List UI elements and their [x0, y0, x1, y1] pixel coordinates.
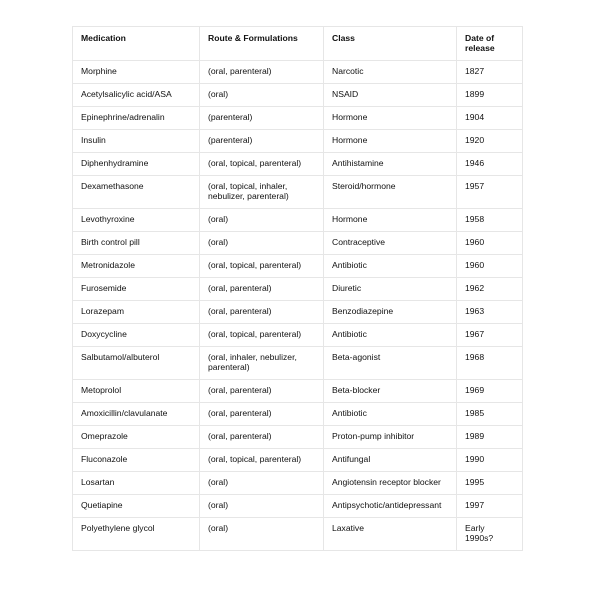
header-date-of-release: Date of release: [457, 27, 523, 61]
cell-route: (oral): [200, 472, 324, 495]
cell-date: Early 1990s?: [457, 518, 523, 551]
table-row: [73, 324, 523, 347]
cell-medication: Insulin: [73, 130, 200, 153]
cell-class: Proton-pump inhibitor: [324, 426, 457, 449]
cell-date: 1985: [457, 403, 523, 426]
cell-medication: Furosemide: [73, 278, 200, 301]
cell-date: 1946: [457, 153, 523, 176]
cell-class: Contraceptive: [324, 232, 457, 255]
cell-route: (oral): [200, 232, 324, 255]
cell-class: Hormone: [324, 107, 457, 130]
cell-date: 1920: [457, 130, 523, 153]
table-row: [73, 153, 523, 176]
cell-date: 1962: [457, 278, 523, 301]
cell-medication: Metronidazole: [73, 255, 200, 278]
cell-date: 1827: [457, 61, 523, 84]
table-row: [73, 84, 523, 107]
table-row: [73, 403, 523, 426]
cell-medication: Epinephrine/adrenalin: [73, 107, 200, 130]
header-class: Class: [324, 27, 457, 61]
table-row: [73, 255, 523, 278]
cell-class: Beta-agonist: [324, 347, 457, 380]
cell-route: (oral, parenteral): [200, 403, 324, 426]
cell-medication: Omeprazole: [73, 426, 200, 449]
cell-date: 1958: [457, 209, 523, 232]
cell-date: 1969: [457, 380, 523, 403]
cell-class: Steroid/hormone: [324, 176, 457, 209]
table-row: [73, 232, 523, 255]
cell-medication: Birth control pill: [73, 232, 200, 255]
cell-date: 1997: [457, 495, 523, 518]
cell-medication: Dexamethasone: [73, 176, 200, 209]
table-row: [73, 209, 523, 232]
table-row: [73, 61, 523, 84]
cell-date: 1967: [457, 324, 523, 347]
cell-route: (oral, parenteral): [200, 278, 324, 301]
cell-route: (oral): [200, 495, 324, 518]
cell-class: Beta-blocker: [324, 380, 457, 403]
table-body: [73, 61, 523, 551]
cell-medication: Losartan: [73, 472, 200, 495]
cell-class: Antibiotic: [324, 255, 457, 278]
cell-medication: Diphenhydramine: [73, 153, 200, 176]
cell-medication: Polyethylene glycol: [73, 518, 200, 551]
cell-medication: Acetylsalicylic acid/ASA: [73, 84, 200, 107]
cell-date: 1990: [457, 449, 523, 472]
cell-route: (oral, parenteral): [200, 380, 324, 403]
document-page: [72, 26, 522, 551]
table-row: [73, 301, 523, 324]
cell-class: Diuretic: [324, 278, 457, 301]
table-row: [73, 130, 523, 153]
cell-route: (parenteral): [200, 107, 324, 130]
cell-route: (oral, topical, parenteral): [200, 324, 324, 347]
cell-date: 1995: [457, 472, 523, 495]
cell-medication: Fluconazole: [73, 449, 200, 472]
cell-route: (oral, inhaler, nebulizer, parenteral): [200, 347, 324, 380]
cell-class: Angiotensin receptor blocker: [324, 472, 457, 495]
cell-medication: Metoprolol: [73, 380, 200, 403]
cell-route: (oral, parenteral): [200, 301, 324, 324]
cell-route: (oral, topical, parenteral): [200, 449, 324, 472]
cell-date: 1989: [457, 426, 523, 449]
cell-class: Hormone: [324, 209, 457, 232]
table-row: [73, 472, 523, 495]
cell-date: 1904: [457, 107, 523, 130]
cell-class: Laxative: [324, 518, 457, 551]
cell-date: 1899: [457, 84, 523, 107]
cell-route: (oral): [200, 518, 324, 551]
cell-route: (parenteral): [200, 130, 324, 153]
cell-class: Antifungal: [324, 449, 457, 472]
cell-route: (oral, parenteral): [200, 61, 324, 84]
cell-class: Benzodiazepine: [324, 301, 457, 324]
cell-route: (oral, topical, parenteral): [200, 153, 324, 176]
cell-class: Antipsychotic/antidepressant: [324, 495, 457, 518]
cell-date: 1968: [457, 347, 523, 380]
cell-class: Antibiotic: [324, 403, 457, 426]
cell-medication: Amoxicillin/clavulanate: [73, 403, 200, 426]
table-row: [73, 347, 523, 380]
header-route-formulations: Route & Formulations: [200, 27, 324, 61]
table-row: [73, 176, 523, 209]
cell-class: NSAID: [324, 84, 457, 107]
cell-medication: Morphine: [73, 61, 200, 84]
cell-route: (oral): [200, 84, 324, 107]
table-row: [73, 380, 523, 403]
cell-date: 1963: [457, 301, 523, 324]
table-row: [73, 107, 523, 130]
cell-route: (oral, topical, parenteral): [200, 255, 324, 278]
cell-date: 1960: [457, 255, 523, 278]
cell-class: Antibiotic: [324, 324, 457, 347]
cell-medication: Levothyroxine: [73, 209, 200, 232]
table-row: [73, 518, 523, 551]
header-medication: Medication: [73, 27, 200, 61]
cell-class: Narcotic: [324, 61, 457, 84]
table-row: [73, 495, 523, 518]
cell-date: 1957: [457, 176, 523, 209]
medication-table: [72, 26, 523, 551]
table-header: [73, 27, 523, 61]
cell-route: (oral): [200, 209, 324, 232]
cell-route: (oral, parenteral): [200, 426, 324, 449]
cell-route: (oral, topical, inhaler, nebulizer, parenteral): [200, 176, 324, 209]
cell-medication: Doxycycline: [73, 324, 200, 347]
cell-medication: Lorazepam: [73, 301, 200, 324]
table-row: [73, 278, 523, 301]
table-row: [73, 449, 523, 472]
header-row: [73, 27, 523, 61]
cell-date: 1960: [457, 232, 523, 255]
cell-class: Hormone: [324, 130, 457, 153]
cell-medication: Quetiapine: [73, 495, 200, 518]
cell-medication: Salbutamol/albuterol: [73, 347, 200, 380]
cell-class: Antihistamine: [324, 153, 457, 176]
table-row: [73, 426, 523, 449]
